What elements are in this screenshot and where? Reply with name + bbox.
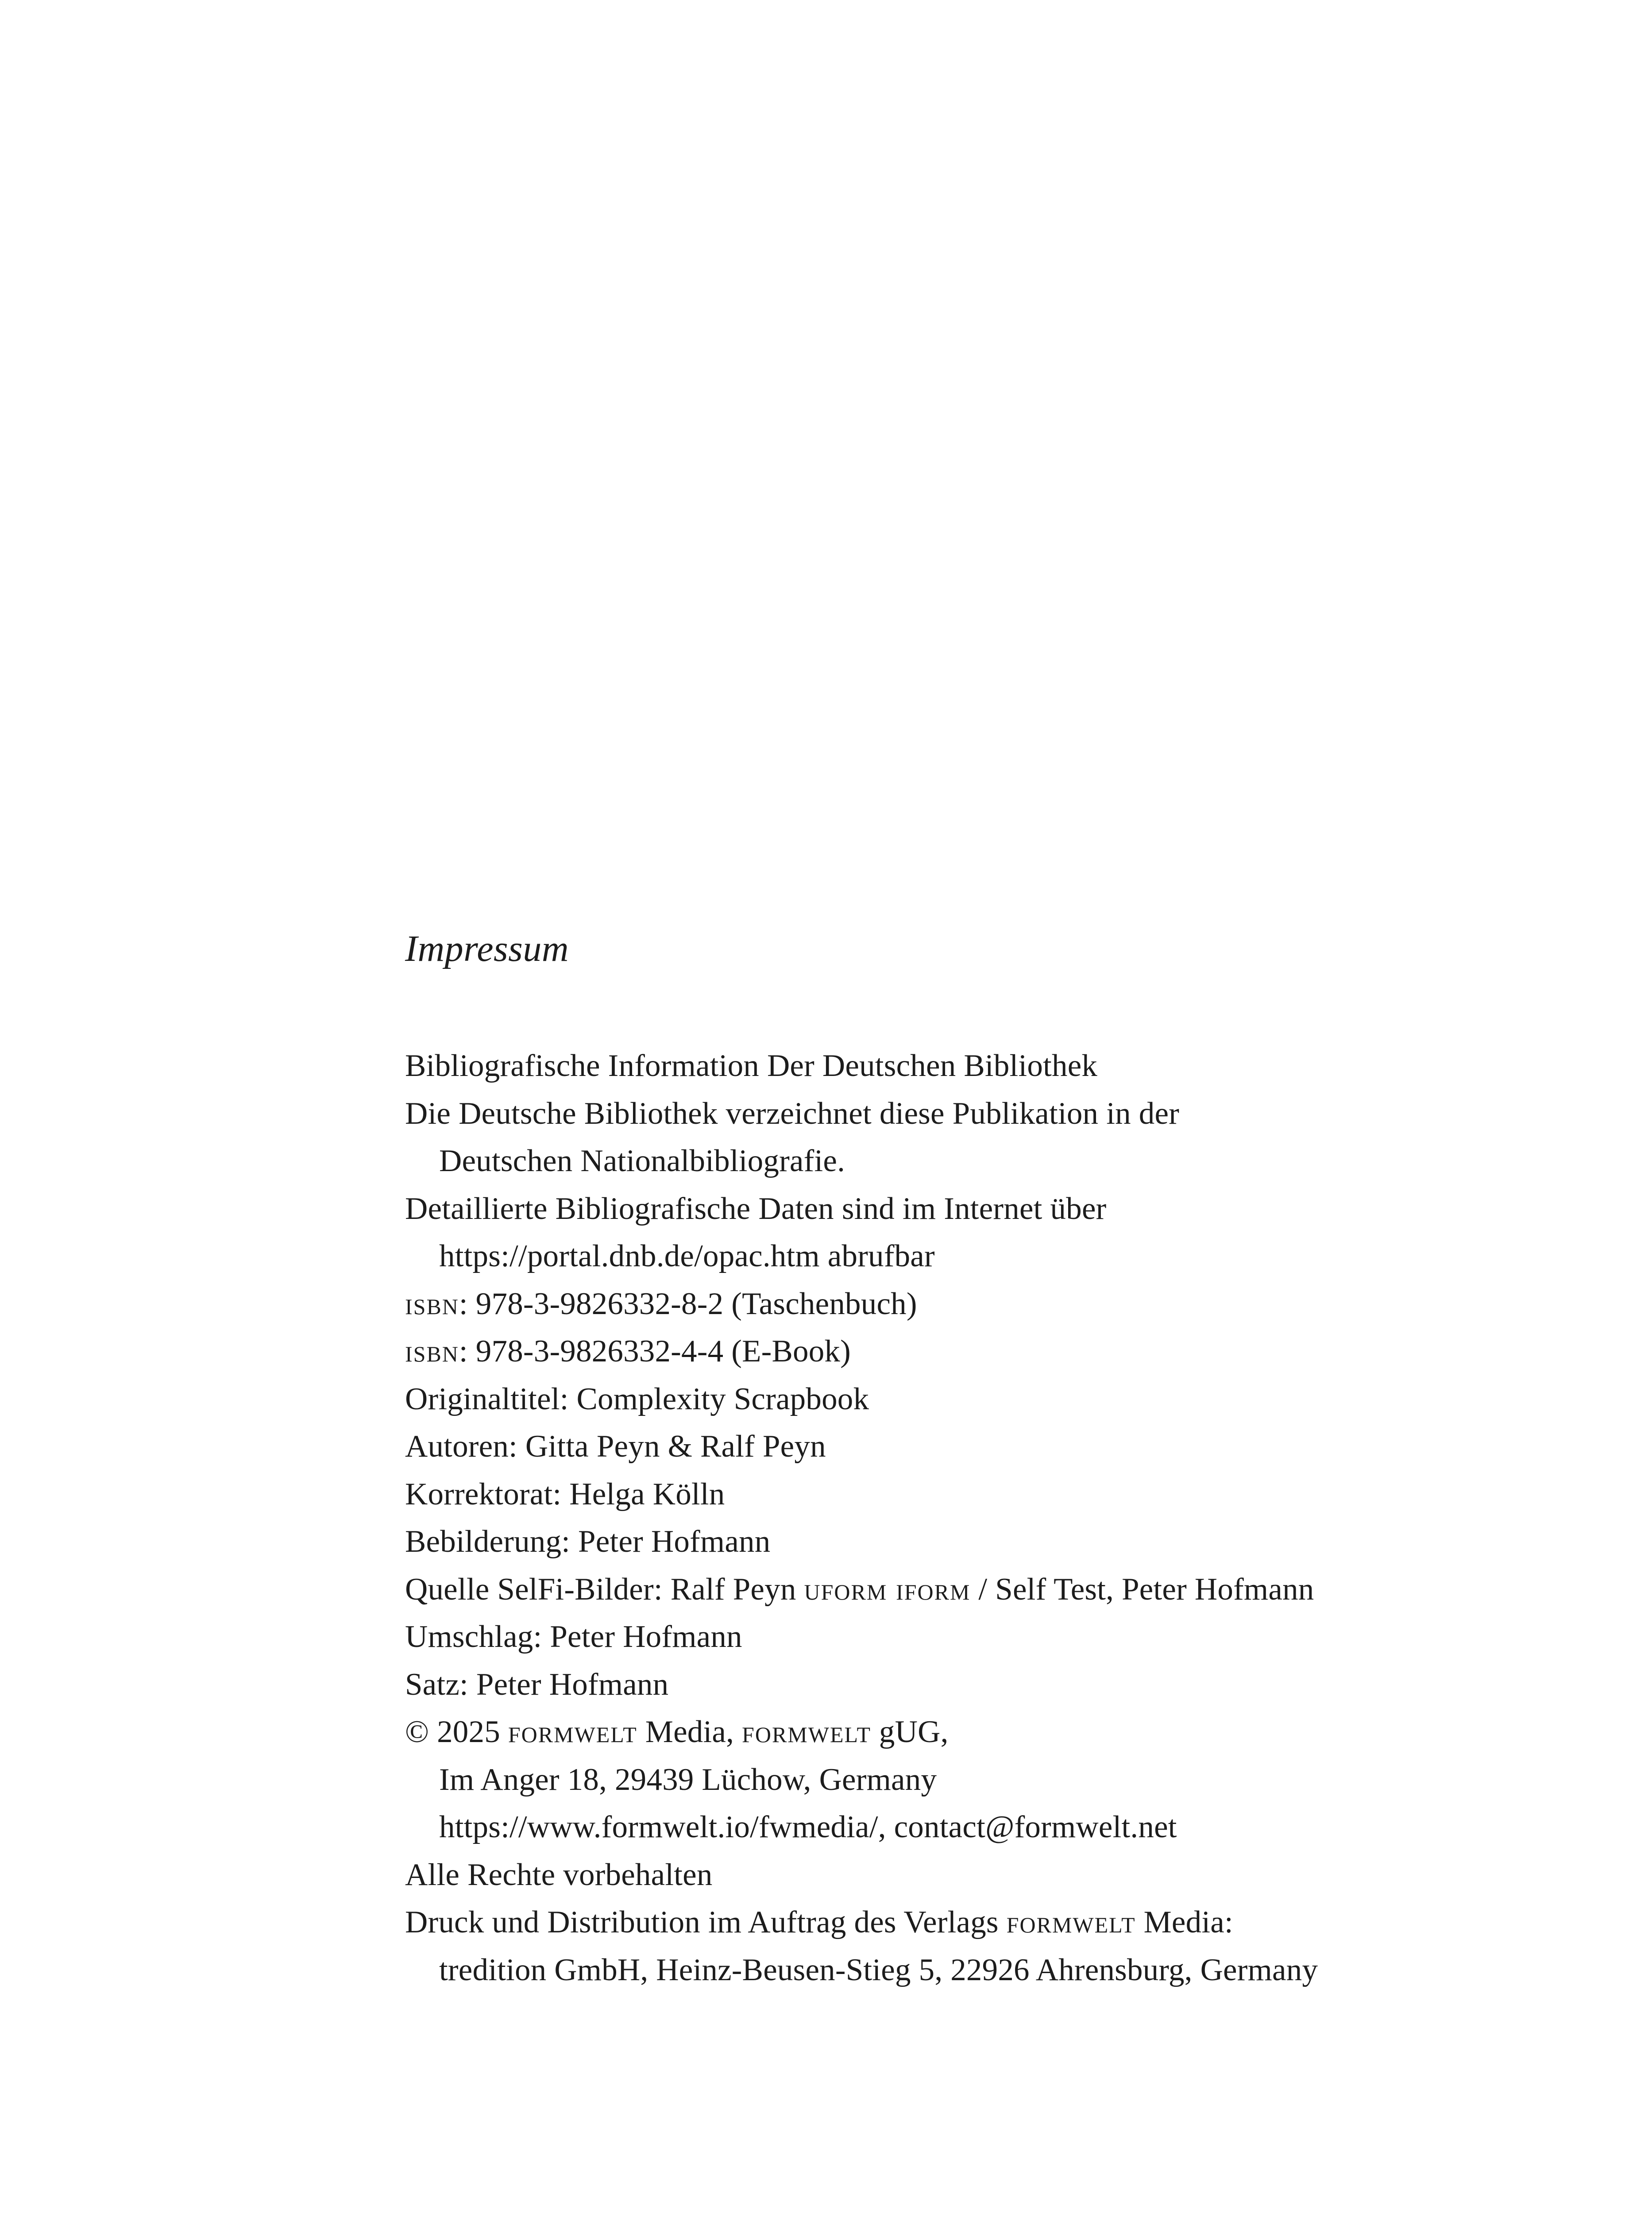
imprint-line bbox=[405, 1233, 1423, 1280]
imprint-line bbox=[405, 1423, 1423, 1471]
imprint-line bbox=[405, 1090, 1423, 1138]
imprint-line bbox=[405, 1947, 1423, 1994]
line-text: Korrektorat: Helga Kölln bbox=[405, 1477, 725, 1511]
imprint-line bbox=[405, 1042, 1423, 1090]
small-caps-text: formwelt bbox=[1006, 1905, 1136, 1939]
imprint-line bbox=[405, 1280, 1423, 1328]
line-text: gUG, bbox=[871, 1715, 949, 1749]
small-caps-text: formwelt bbox=[742, 1715, 871, 1749]
line-text: Autoren: Gitta Peyn & Ralf Peyn bbox=[405, 1429, 826, 1464]
imprint-line bbox=[405, 1328, 1423, 1376]
small-caps-text: uform iform bbox=[804, 1572, 971, 1607]
small-caps-text: isbn bbox=[405, 1286, 459, 1321]
page-title: Impressum bbox=[405, 928, 569, 969]
line-text: Quelle SelFi-Bilder: Ralf Peyn bbox=[405, 1572, 804, 1607]
imprint-line bbox=[405, 1185, 1423, 1233]
imprint-line bbox=[405, 1899, 1423, 1947]
imprint-line bbox=[405, 1851, 1423, 1899]
imprint-line bbox=[405, 1376, 1423, 1423]
line-text: : 978-3-9826332-4-4 (E-Book) bbox=[459, 1334, 851, 1369]
imprint-list bbox=[405, 1042, 1423, 1994]
line-text: Satz: Peter Hofmann bbox=[405, 1667, 669, 1702]
imprint-line bbox=[405, 1708, 1423, 1756]
line-text: https://www.formwelt.io/fwmedia/, contact@formwelt.net bbox=[439, 1810, 1177, 1844]
line-text: Bebilderung: Peter Hofmann bbox=[405, 1524, 771, 1559]
small-caps-text: isbn bbox=[405, 1334, 459, 1369]
imprint-line bbox=[405, 1471, 1423, 1519]
line-text: Detaillierte Bibliografische Daten sind im Internet über bbox=[405, 1191, 1107, 1226]
line-text: : 978-3-9826332-8-2 (Taschenbuch) bbox=[459, 1286, 917, 1321]
imprint-line bbox=[405, 1137, 1423, 1185]
line-text: tredition GmbH, Heinz-Beusen-Stieg 5, 22926 Ahrensburg, Germany bbox=[439, 1952, 1318, 1987]
line-text: Originaltitel: Complexity Scrapbook bbox=[405, 1381, 869, 1416]
small-caps-text: formwelt bbox=[508, 1715, 637, 1749]
line-text: Druck und Distribution im Auftrag des Verlags bbox=[405, 1905, 1007, 1939]
imprint-line bbox=[405, 1661, 1423, 1709]
imprint-line bbox=[405, 1756, 1423, 1804]
line-text: Im Anger 18, 29439 Lüchow, Germany bbox=[439, 1762, 937, 1797]
line-text: Media: bbox=[1135, 1905, 1233, 1939]
line-text: Alle Rechte vorbehalten bbox=[405, 1857, 713, 1892]
imprint-line bbox=[405, 1566, 1423, 1614]
imprint-line bbox=[405, 1518, 1423, 1566]
line-text: Bibliografische Information Der Deutschen Bibliothek bbox=[405, 1049, 1098, 1083]
line-text: Media, bbox=[637, 1715, 742, 1749]
line-text: / Self Test, Peter Hofmann bbox=[970, 1572, 1314, 1607]
line-text: https://portal.dnb.de/opac.htm abrufbar bbox=[439, 1239, 935, 1273]
line-text: Die Deutsche Bibliothek verzeichnet diese Publikation in der bbox=[405, 1096, 1180, 1131]
imprint-line bbox=[405, 1613, 1423, 1661]
line-text: © 2025 bbox=[405, 1715, 508, 1749]
imprint-line bbox=[405, 1804, 1423, 1851]
line-text: Umschlag: Peter Hofmann bbox=[405, 1619, 742, 1654]
line-text: Deutschen Nationalbibliografie. bbox=[439, 1144, 845, 1178]
